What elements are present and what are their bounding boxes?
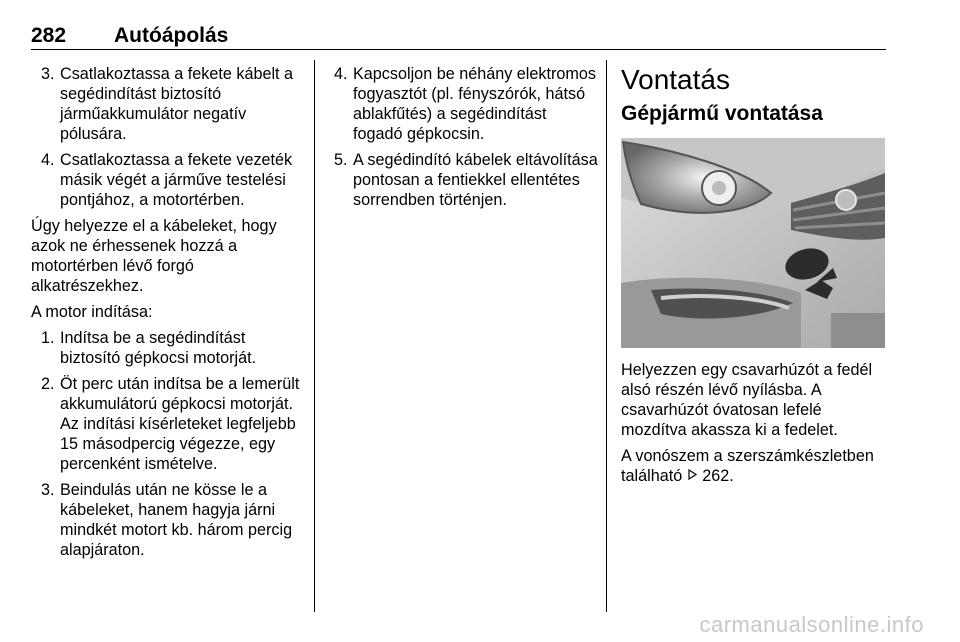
column-middle <box>324 64 600 216</box>
watermark: carmanualsonline.info <box>699 612 924 637</box>
list-item-text: Csatlakoztassa a fekete kábelt a segédindítást biztosító járműakkumulátor negatív pólusára. <box>60 65 294 143</box>
header-divider <box>31 49 886 50</box>
list-item: 3. Csatlakoztassa a fekete kábelt a segédindítást biztosító járműakkumulátor negatív pólusára. <box>41 65 294 143</box>
page-reference[interactable]: 262. <box>702 467 734 485</box>
list-item-text: Kapcsoljon be néhány elektromos fogyasztót (pl. fényszórók, hátsó ablakfűtés) a segédindítást fogadó gépkocsin. <box>353 65 596 143</box>
paragraph: A motor indítása: <box>31 303 153 321</box>
column-divider-1 <box>314 60 315 612</box>
list-item: 4. Csatlakoztassa a fekete vezeték másik végét a járműve testelési pontjához, a motortérben. <box>41 151 293 209</box>
list-item: 2. Öt perc után indítsa be a lemerült akkumulátorú gépkocsi motorját. Az indítási kísérleteket legfeljebb 15 másodpercig végezze, egy percenként ismételve. <box>41 375 300 473</box>
column-left <box>31 64 309 566</box>
list-item-text: A segédindító kábelek eltávolítása pontosan a fentiekkel ellentétes sorrendben történjen. <box>353 151 598 209</box>
column-divider-2 <box>606 60 607 612</box>
list-item-text: Csatlakoztassa a fekete vezeték másik végét a járműve testelési pontjához, a motortérben. <box>60 151 293 209</box>
car-front-illustration <box>621 138 885 348</box>
list-item-text: Öt perc után indítsa be a lemerült akkumulátorú gépkocsi motorját. Az indítási kísérleteket legfeljebb 15 másodpercig végezze, egy percenként ismételve. <box>60 375 300 473</box>
list-item-text: Beindulás után ne kösse le a kábeleket, hanem hagyja járni mindkét motort kb. három percig alapjáraton. <box>60 481 293 559</box>
list-item: 1. Indítsa be a segédindítást biztosító gépkocsi motorját. <box>41 329 257 367</box>
chapter-heading: Vontatás <box>621 64 730 95</box>
list-item: 5. A segédindító kábelek eltávolítása pontosan a fentiekkel ellentétes sorrendben történjen. <box>334 151 598 209</box>
page-number: 282 <box>31 24 67 47</box>
page-header <box>31 6 886 50</box>
paragraph: Helyezzen egy csavarhúzót a fedél alsó részén lévő nyílásba. A csavarhúzót óvatosan lefelé mozdítva akassza ki a fedelet. <box>621 361 873 439</box>
list-item: 4. Kapcsoljon be néhány elektromos fogyasztót (pl. fényszórók, hátsó ablakfűtés) a segédindítást fogadó gépkocsin. <box>334 65 596 143</box>
paragraph: A vonószem a szerszámkészletben található 262. <box>621 447 874 485</box>
column-right <box>621 64 885 492</box>
section-title: Autóápolás <box>114 24 229 47</box>
list-item-text: Indítsa be a segédindítást biztosító gépkocsi motorját. <box>60 329 257 367</box>
list-item: 3. Beindulás után ne kösse le a kábeleket, hanem hagyja járni mindkét motort kb. három percig alapjáraton. <box>41 481 293 559</box>
section-heading: Gépjármű vontatása <box>621 102 823 125</box>
page-reference-icon <box>687 466 698 486</box>
paragraph: Úgy helyezze el a kábeleket, hogy azok ne érhessenek hozzá a motortérben lévő forgó alkatrészekhez. <box>31 217 277 295</box>
